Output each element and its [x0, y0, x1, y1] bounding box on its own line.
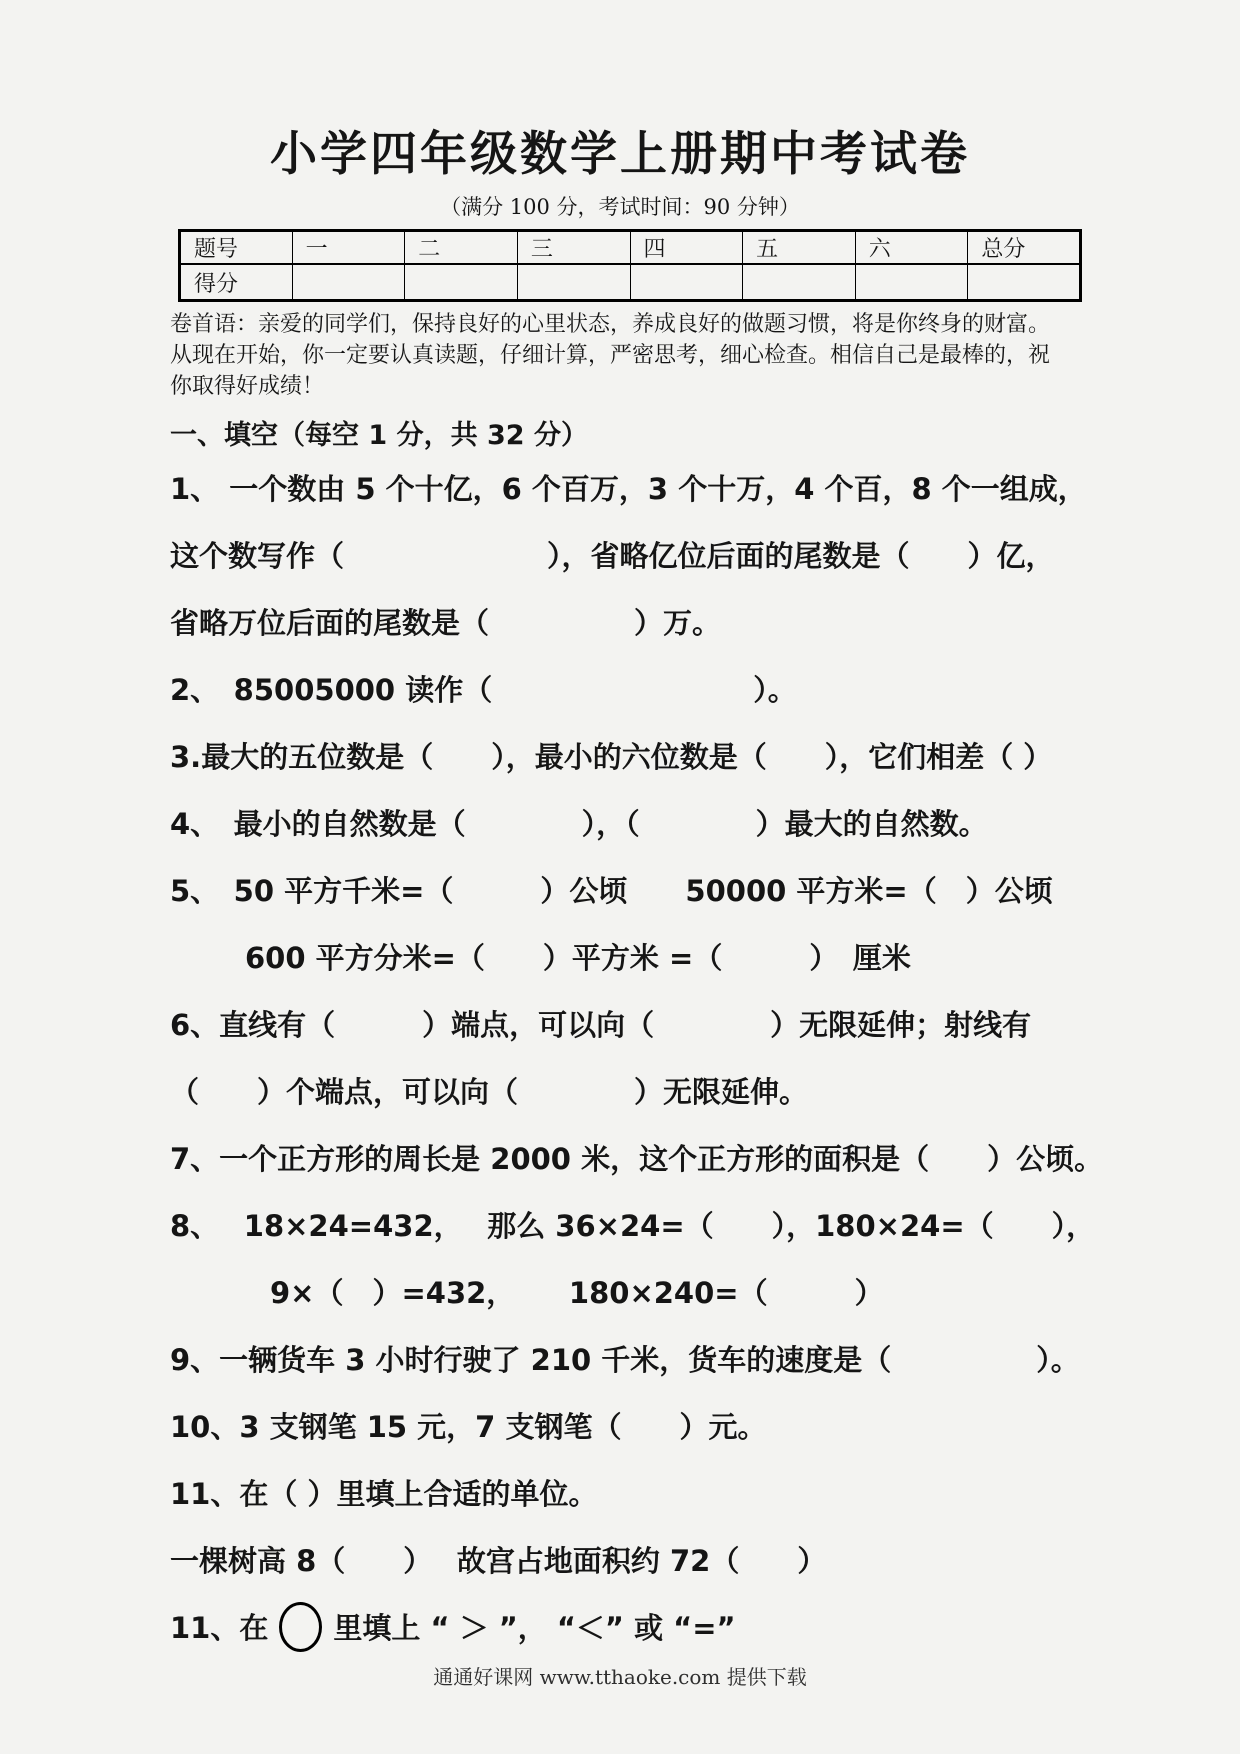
- score-table-header-cell: 六: [855, 231, 968, 265]
- compare-question-prefix: 11、在: [170, 1611, 269, 1646]
- question-line: 这个数写作（ ），省略亿位后面的尾数是（ ）亿，: [170, 539, 1055, 574]
- score-cell: [968, 264, 1081, 301]
- score-table: [178, 229, 1082, 302]
- question-line: 11、在（ ）里填上合适的单位。: [170, 1477, 598, 1512]
- question-line-compare: [170, 1593, 1110, 1660]
- score-cell: [743, 264, 856, 301]
- exam-subtitle: （满分 100 分，考试时间：90 分钟）: [440, 195, 800, 220]
- question-line: 9×（ ）=432， 180×240=（ ）: [270, 1276, 884, 1311]
- question-line: 3.最大的五位数是（ ），最小的六位数是（ ），它们相差（ ）: [170, 740, 1053, 775]
- score-row-label: 得分: [180, 264, 293, 301]
- score-table-header-cell: 题号: [180, 231, 293, 265]
- footer-credit: 通通好课网 www.tthaoke.com 提供下载: [433, 1665, 807, 1690]
- question-line: （ ）个端点，可以向（ ）无限延伸。: [170, 1075, 809, 1110]
- score-table-header-cell: 二: [405, 231, 518, 265]
- preamble-line: 你取得好成绩！: [170, 374, 325, 400]
- score-table-header-row: [180, 231, 1081, 265]
- page-title: 小学四年级数学上册期中考试卷: [270, 127, 970, 182]
- score-cell: [405, 264, 518, 301]
- score-table-score-row: [180, 264, 1081, 301]
- fill-blank-circle: [279, 1602, 322, 1652]
- compare-question-suffix: 里填上 “ ＞ ”， “＜” 或 “=”: [333, 1611, 736, 1646]
- question-line: 8、 18×24=432， 那么 36×24=（ ），180×24=（ ），: [170, 1209, 1096, 1244]
- score-cell: [517, 264, 630, 301]
- question-line: 省略万位后面的尾数是（ ）万。: [170, 606, 722, 641]
- score-table-header-cell: 一: [292, 231, 405, 265]
- preamble: [170, 309, 1095, 402]
- score-table-header-cell: 三: [517, 231, 630, 265]
- question-line: 600 平方分米=（ ）平方米 =（ ） 厘米: [245, 941, 911, 976]
- question-line: 9、一辆货车 3 小时行驶了 210 千米，货车的速度是（ ）。: [170, 1343, 1080, 1378]
- score-table-header-cell: 四: [630, 231, 743, 265]
- preamble-line: 从现在开始，你一定要认真读题，仔细计算，严密思考，细心检查。相信自己是最棒的，祝: [170, 343, 1051, 369]
- question-line: 6、直线有（ ）端点，可以向（ ）无限延伸；射线有: [170, 1008, 1032, 1043]
- questions-list: [170, 454, 1110, 1660]
- score-cell: [855, 264, 968, 301]
- question-line: 4、 最小的自然数是（ ），（ ）最大的自然数。: [170, 807, 988, 842]
- preamble-line: 卷首语：亲爱的同学们，保持良好的心里状态，养成良好的做题习惯，将是你终身的财富。: [170, 312, 1051, 338]
- question-line: 1、 一个数由 5 个十亿，6 个百万，3 个十万，4 个百，8 个一组成，: [170, 472, 1087, 507]
- question-line: 5、 50 平方千米=（ ）公顷 50000 平方米=（ ）公顷: [170, 874, 1053, 909]
- question-line: 10、3 支钢笔 15 元，7 支钢笔（ ）元。: [170, 1410, 767, 1445]
- score-table-header-cell: 总分: [968, 231, 1081, 265]
- question-line: 2、 85005000 读作（ ）。: [170, 673, 797, 708]
- score-table-header-cell: 五: [743, 231, 856, 265]
- score-cell: [292, 264, 405, 301]
- question-line: 7、一个正方形的周长是 2000 米，这个正方形的面积是（ ）公顷。: [170, 1142, 1104, 1177]
- section-heading: 一、填空（每空 1 分，共 32 分）: [170, 420, 588, 452]
- score-cell: [630, 264, 743, 301]
- question-line: 一棵树高 8（ ） 故宫占地面积约 72（ ）: [170, 1544, 827, 1579]
